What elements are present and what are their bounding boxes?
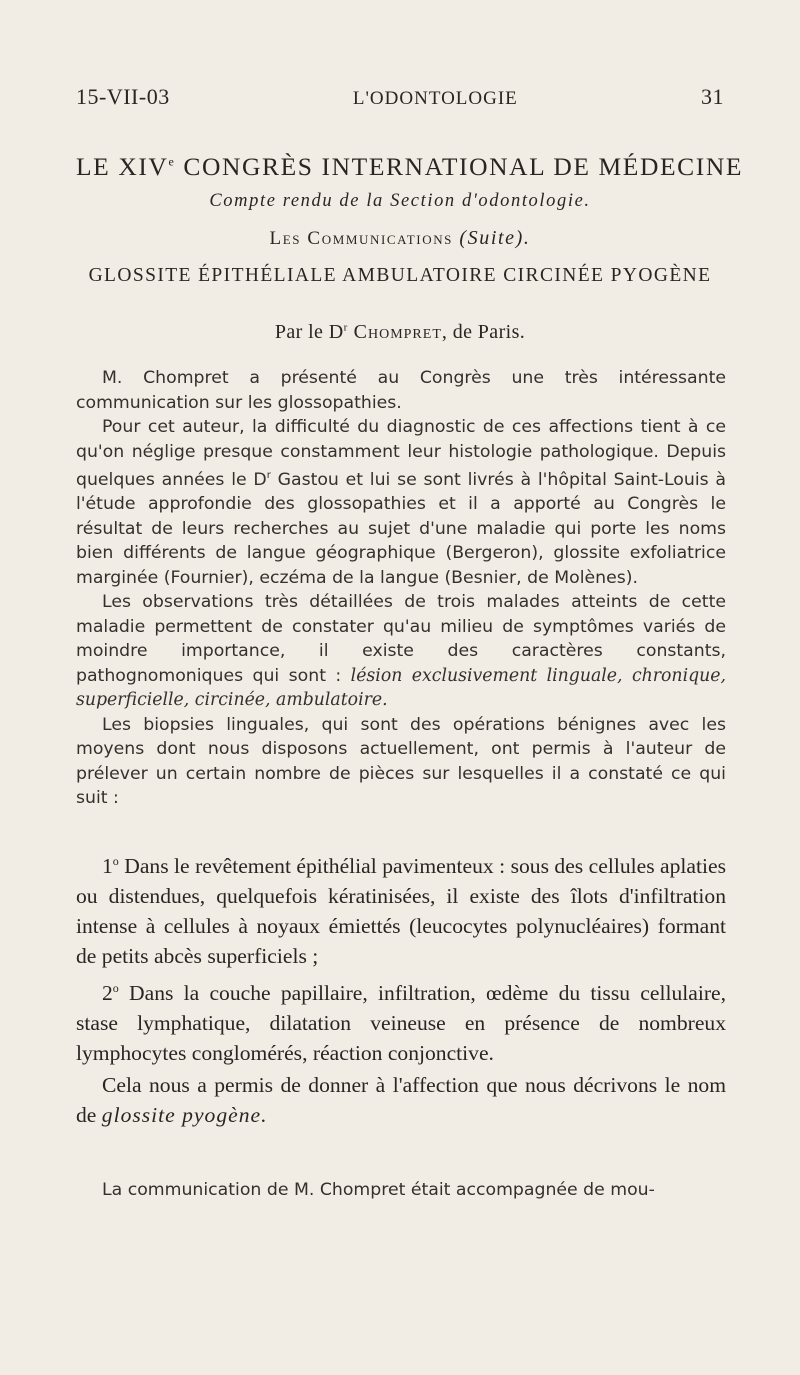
- finding-2-superscript: o: [112, 981, 119, 996]
- byline-superscript: r: [343, 321, 348, 334]
- paragraph-4: Les biopsies linguales, qui sont des opérations bénignes avec les moyens dont nous disposons actuellement, ont permis à l'auteur de prélever un certain nombre de pièces sur lesquelles il a constaté ce qui suit :: [76, 714, 726, 809]
- finding-2-text: Dans la couche papillaire, infiltration, œdème du tissu cellulaire, stase lymphatique, dilatation veineuse en présence de nombreux lymphocytes conglomérés, réaction conjonctive.: [76, 981, 726, 1066]
- communications-label: Les Communications: [269, 228, 460, 249]
- paragraph-6: La communication de M. Chompret était accompagnée de mou-: [102, 1180, 655, 1200]
- paragraph-5: [76, 1070, 726, 1130]
- communications-suite: (Suite).: [459, 227, 531, 249]
- finding-1-superscript: o: [112, 854, 119, 868]
- paragraph-3-italic: lésion exclusivement linguale, chronique, superficielle, circinée, ambulatoire.: [76, 665, 727, 711]
- paragraph-5-text: Cela nous a permis de donner à l'affection que nous décrivons le nom de: [76, 1073, 726, 1128]
- article-body-findings: [76, 846, 726, 1132]
- finding-2-number: 2: [102, 981, 113, 1006]
- communications-heading: [76, 227, 724, 250]
- finding-item-1: [76, 846, 726, 971]
- byline: [76, 321, 724, 344]
- paragraph-5-italic: glossite pyogène.: [101, 1103, 268, 1128]
- paragraph-2: [76, 415, 726, 590]
- paragraph-2-end: Gastou et lui se sont livrés à l'hôpital Saint-Louis à l'étude approfondie des glossopathies et il a apporté au Congrès le résultat de leurs recherches au sujet d'une maladie qui porte les noms bien différents de langue géographique (Bergeron), glossite exfoliatrice marginée (Fournier), eczéma de la langue (Besnier, de Molènes).: [76, 469, 726, 588]
- article-title: GLOSSITE ÉPITHÉLIALE AMBULATOIRE CIRCINÉE PYOGÈNE: [88, 265, 712, 286]
- congress-title-superscript: e: [168, 154, 176, 169]
- issue-date: 15-VII-03: [76, 84, 170, 109]
- congress-title: [76, 152, 744, 182]
- congress-title-end: CONGRÈS INTERNATIONAL DE MÉDECINE: [175, 152, 744, 181]
- section-subtitle: Compte rendu de la Section d'odontologie.: [209, 191, 591, 211]
- paragraph-3: [76, 590, 726, 713]
- author-name: Chompret: [347, 321, 442, 343]
- finding-1-text: Dans le revêtement épithélial pavimenteux : sous des cellules aplaties ou distendues, quelquefois kératinisées, il existe des îlots d'infiltration intense à cellules à noyaux émiettés (leucocytes polynucléaires) formant de petits abcès superficiels ;: [76, 854, 726, 969]
- finding-item-2: [76, 973, 726, 1068]
- finding-1-number: 1: [102, 854, 113, 879]
- page-number: 31: [701, 84, 724, 109]
- journal-title: L'ODONTOLOGIE: [352, 88, 518, 109]
- article-body-summary: [76, 366, 726, 811]
- paragraph-3-text: Les observations très détaillées de trois malades atteints de cette maladie permettent de constater qu'au milieu de symptômes variés de moindre importance, il existe des caractères constants, pathognomoniques qui sont :: [76, 592, 726, 686]
- byline-prefix: Par le D: [274, 321, 344, 343]
- byline-suffix: , de Paris.: [441, 321, 526, 343]
- paragraph-1: M. Chompret a présenté au Congrès une très intéressante communication sur les glossopathies.: [76, 368, 726, 413]
- running-header: [76, 84, 724, 110]
- congress-title-start: LE XIV: [76, 152, 169, 181]
- paragraph-2-start: Pour cet auteur, la difficulté du diagnostic de ces affections tient à ce qu'on néglige presque constamment leur histologie pathologique. Depuis quelques années le D: [76, 417, 726, 490]
- paragraph-2-superscript: r: [266, 470, 271, 481]
